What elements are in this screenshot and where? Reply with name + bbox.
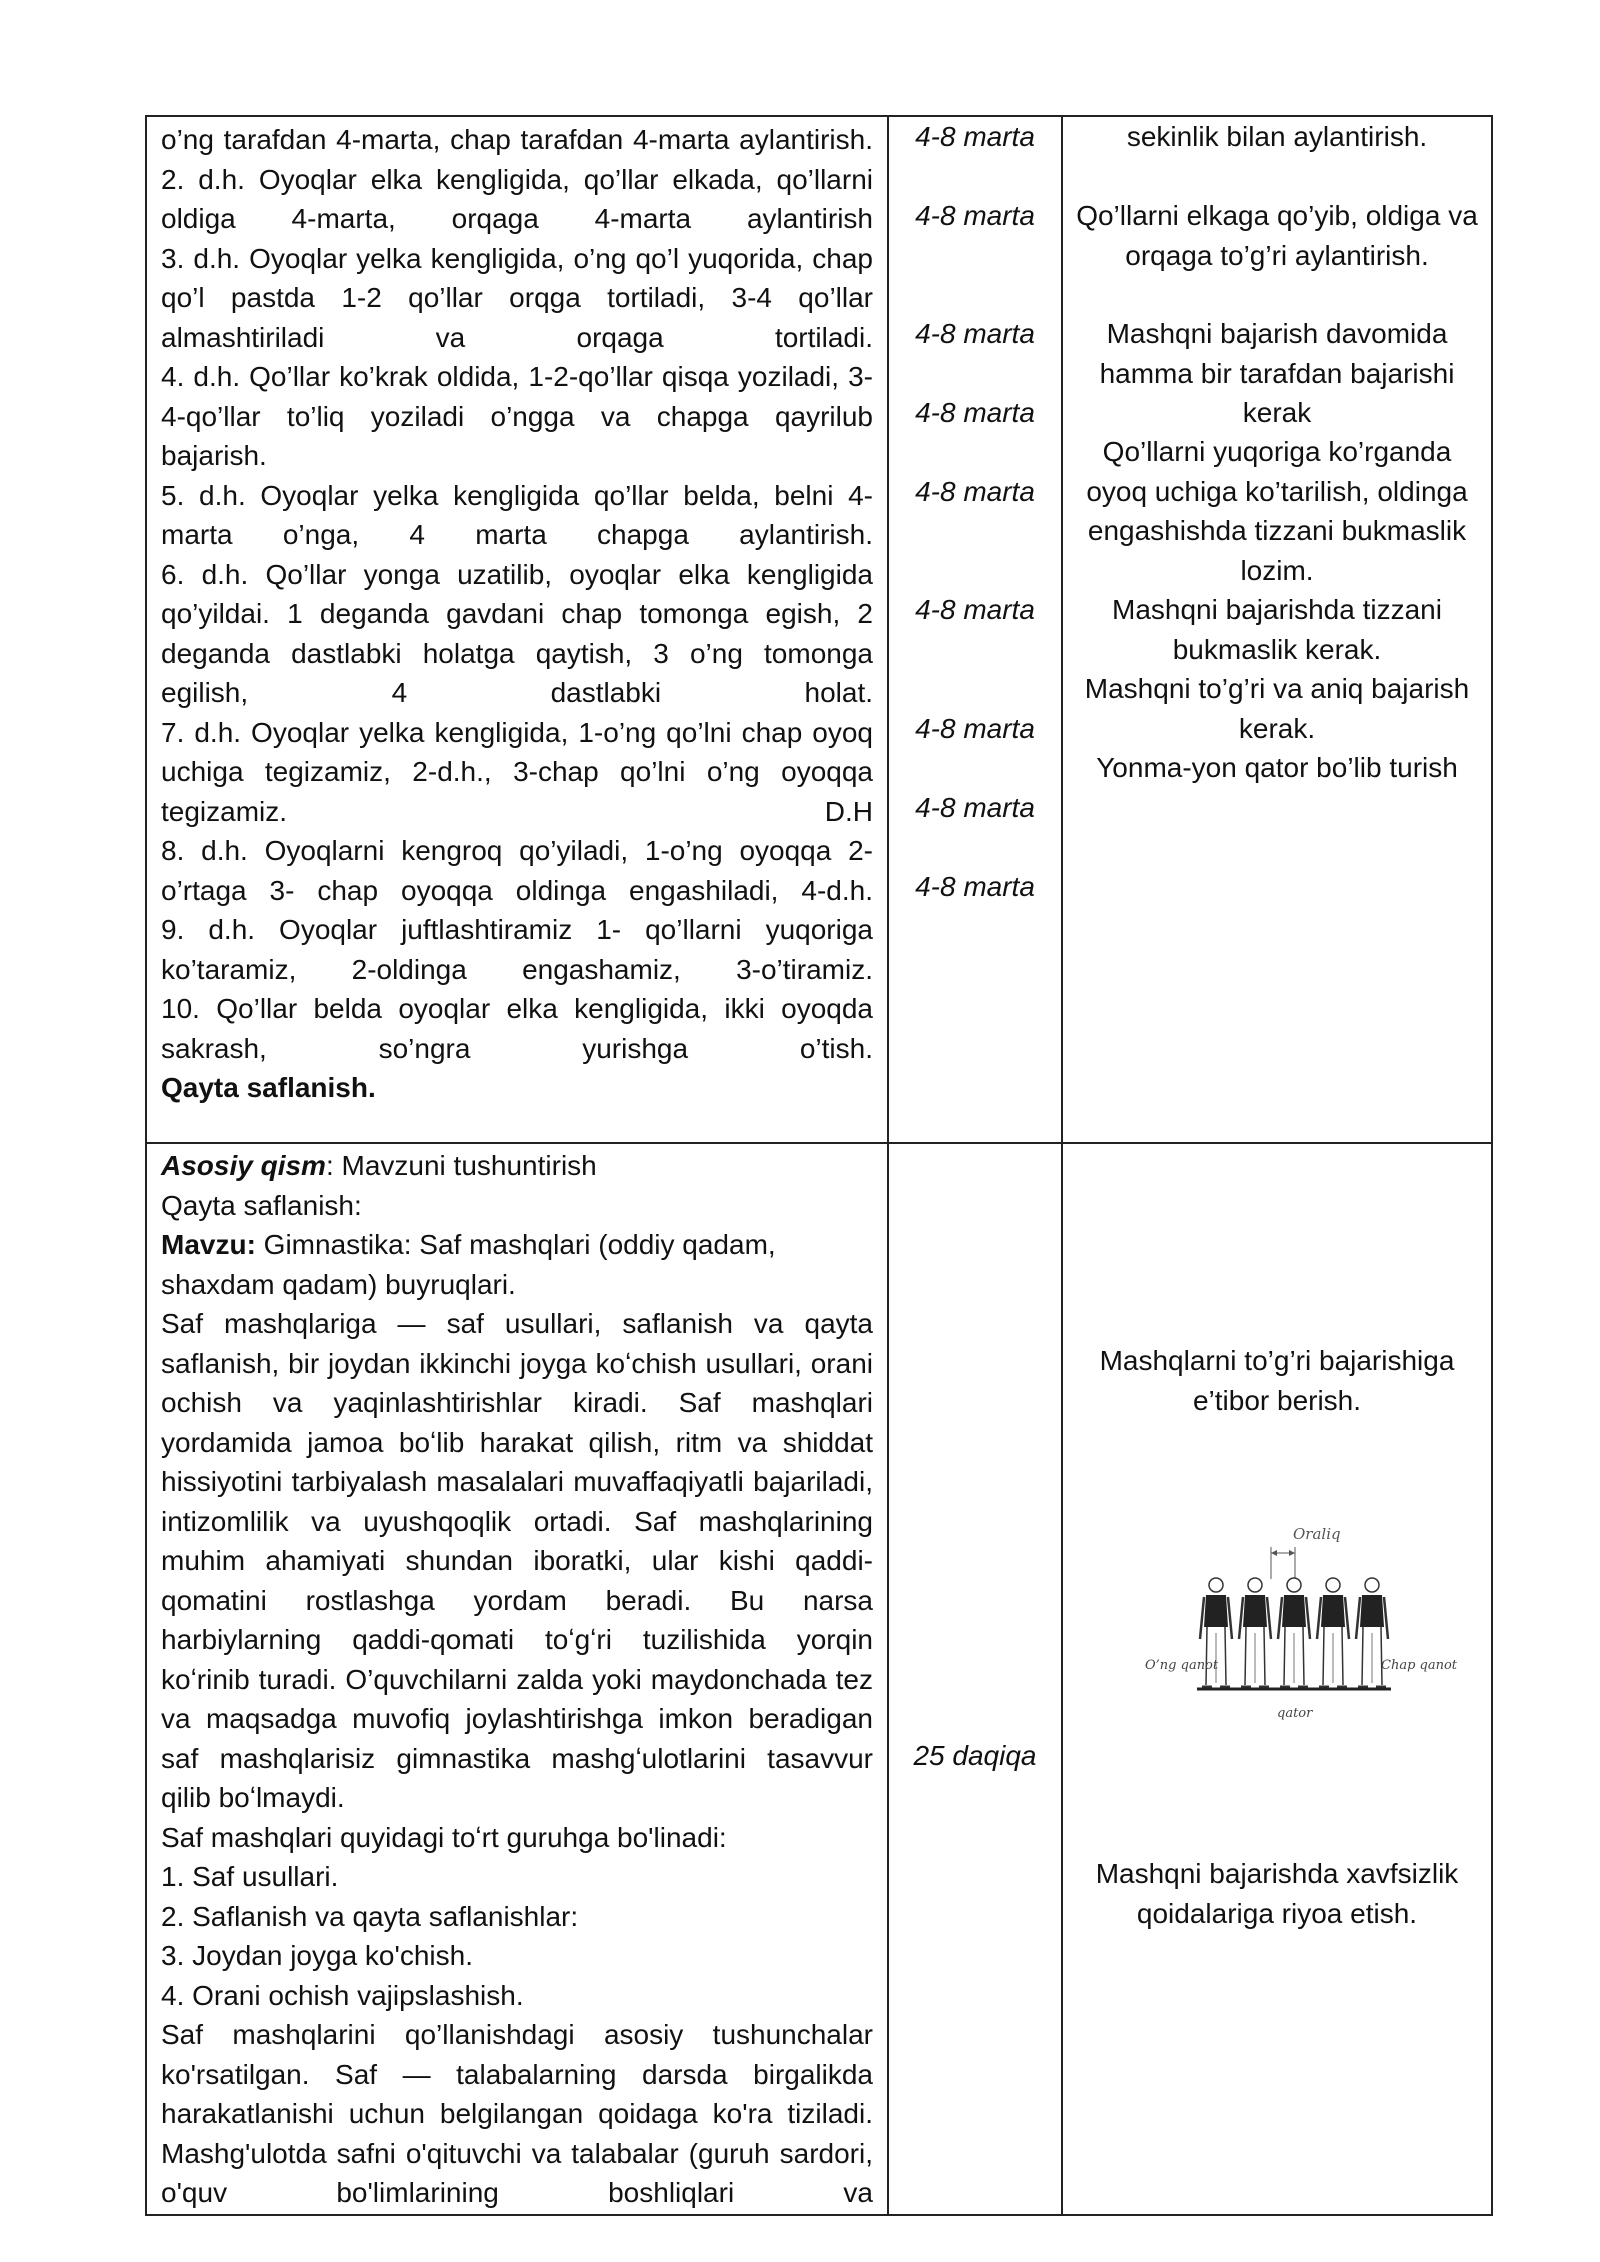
left-flank-text: Chap qanot [1381,1658,1458,1673]
formation-figure [1135,1519,1458,1739]
group-item: 2. Saflanish va qayta saflanishlar: [161,1900,579,1932]
method-note: Yonma-yon qator bo’lib turish [1096,752,1458,783]
paragraph: Saf mashqlariga — saf usullari, saflanish va qayta saflanish, bir joydan ikkinchi joyga koʻchish usullari, orani ochish va yaqinlashtirishlar kiradi. Saf mashqlari yordamida jamoa boʻlib harakat qilish, ritm va shiddat hissiyotini tarbiyalash masalalari muvaffaqiyatli bajariladi, intizomlilik va uyushqoqlik ortadi. Saf mashqlarining muhim ahamiyati shundan iboratki, ular kishi qaddi-qomatini rostlashga yordam beradi. Bu narsa harbiylarning qaddi-qomati toʻgʻri tuzilishida yorqin koʻrinib turadi. O’quvchilarni zalda yoki maydonchada tez va maqsadga muvofiq joylashtirishga imkon beradigan saf mashqlarisiz gimnastika mashgʻulotlarini tasavvur qilib boʻlmaydi. [161,1308,873,1813]
main-duration-cell [888,1143,1062,2215]
exercise-text: 2. d.h. Oyoqlar elka kengligida, qo’llar elkada, qo’llarni oldiga 4-marta, orqaga 4-marta aylantirish [161,163,873,234]
warmup-reps-cell [888,116,1062,1143]
topic-text: Gimnastika: Saf mashqlari (oddiy qadam, shaxdam qadam) buyruqlari. [161,1229,776,1300]
main-part-heading [161,1146,873,1186]
left-flank-label [1381,1658,1458,1673]
exercise-text: 10. Qo’llar belda oyoqlar elka kengligida, ikki oyoqda sakrash, so’ngra yurishga o’tish. [161,993,873,1064]
exercise-text: 3. d.h. Oyoqlar yelka kengligida, o’ng qo’l yuqorida, chap qo’l pastda 1-2 qo’llar orqga tortiladi, 3-4 qo’llar almashtiriladi va orqaga tortiladi. [161,242,873,353]
main-part-row [146,1143,1492,2215]
exercise-text: 9. d.h. Oyoqlar juftlashtiramiz 1- qo’llarni yuqoriga ko’taramiz, 2-oldinga engashamiz, 3-o’tiramiz. [161,914,873,985]
lesson-plan-table [145,115,1493,2216]
rep-count: 4-8 marta [915,200,1035,231]
method-note: sekinlik bilan aylantirish. [1126,121,1428,152]
duration: 25 daqiqa [913,1740,1037,1771]
person-figure [1278,1578,1310,1687]
rep-count: 4-8 marta [915,792,1035,823]
regroup-line: Qayta saflanish: [161,1189,362,1221]
group-item: 3. Joydan joyga ko'chish. [161,1940,473,1971]
rep-count: 4-8 marta [915,713,1035,744]
right-flank-label [1145,1658,1219,1673]
rep-count: 4-8 marta [915,121,1035,152]
rep-count: 4-8 marta [915,594,1035,625]
exercise-text: 6. d.h. Qo’llar yonga uzatilib, oyoqlar elka kengligida qo’yildai. 1 deganda gavdani chap tomonga egish, 2 deganda dastlabki holatga qaytish, 3 o’ng tomonga egilish, 4 dastlabki holat. [161,558,873,708]
paragraph: Saf mashqlarini qo’llanishdagi asosiy tushunchalar ko'rsatilgan. Saf — talabalarning darsda birgalikda harakatlanishi uchun belgilangan qoidaga ko'ra tiziladi. Mashg'ulotda safni o'qituvchi va talabalar (guruh sardori, o'quv bo'limlarining boshliqlari va [161,2019,873,2208]
method-note: Qo’llarni yuqoriga ko’rganda oyoq uchiga ko’tarilish, oldinga engashishda tizzani bukmaslik lozim. [1086,436,1468,586]
main-part-text-cell [146,1143,888,2215]
topic-label: Mavzu: [161,1229,256,1260]
warmup-row [146,116,1492,1143]
method-note: Qo’llarni elkaga qo’yib, oldiga va orqaga to’g’ri aylantirish. [1076,200,1478,271]
spacing-label: Oraliq [1293,1525,1341,1543]
person-figure [1317,1578,1349,1687]
group-item: 1. Saf usullari. [161,1861,339,1892]
method-note: Mashqni bajarishda tizzani bukmaslik kerak. [1112,594,1442,665]
rep-count: 4-8 marta [915,476,1035,507]
main-part-label: Asosiy qism [161,1150,326,1181]
method-note: Mashqni bajarish davomida hamma bir tarafdan bajarishi kerak [1099,318,1455,428]
exercise-text: o’ng tarafdan 4-marta, chap tarafdan 4-marta aylantirish. [161,124,873,155]
warmup-notes-cell [1062,116,1492,1143]
rep-count: 4-8 marta [915,318,1035,349]
exercise-text: 8. d.h. Oyoqlarni kengroq qo’yiladi, 1-o’ng oyoqqa 2-o’rtaga 3- chap oyoqqa oldinga engashiladi, 4-d.h. [161,835,873,906]
main-notes-cell [1062,1143,1492,2215]
group-item: 4. Orani ochish vajipslashish. [161,1979,524,2011]
method-note: Mashqlarni to’g’ri bajarishiga e’tibor berish. [1099,1345,1455,1416]
exercise-text: 4. d.h. Qo’llar ko’krak oldida, 1-2-qo’llar qisqa yoziladi, 3-4-qo’llar to’liq yoziladi o’ngga va chapga qayrilub bajarish. [161,361,873,471]
rep-count: 4-8 marta [915,397,1035,428]
method-note: Mashqni bajarishda xavfsizlik qoidalariga riyoa etish. [1095,1858,1459,1929]
exercise-text: 7. d.h. Oyoqlar yelka kengligida, 1-o’ng qo’lni chap oyoq uchiga tegizamiz, 2-d.h., 3-chap qo’lni o’ng oyoqqa tegizamiz. D.H [161,716,873,827]
groups-intro: Saf mashqlari quyidagi toʻrt guruhga bo'linadi: [161,1821,727,1853]
rank-label: qator [1277,1706,1313,1721]
method-note: Mashqni to’g’ri va aniq bajarish kerak. [1084,673,1470,744]
person-figure [1239,1578,1271,1687]
rep-count: 4-8 marta [915,871,1035,902]
regroup-heading: Qayta saflanish. [161,1072,376,1103]
warmup-exercises-cell [146,116,888,1143]
topic-line [161,1225,873,1304]
line-formation-illustration [1135,1519,1458,1739]
main-part-text: : Mavzuni tushuntirish [325,1150,597,1181]
right-flank-text: O’ng qanot [1145,1658,1219,1673]
exercise-text: 5. d.h. Oyoqlar yelka kengligida qo’llar belda, belni 4-marta o’nga, 4 marta chapga aylantirish. [161,479,873,550]
